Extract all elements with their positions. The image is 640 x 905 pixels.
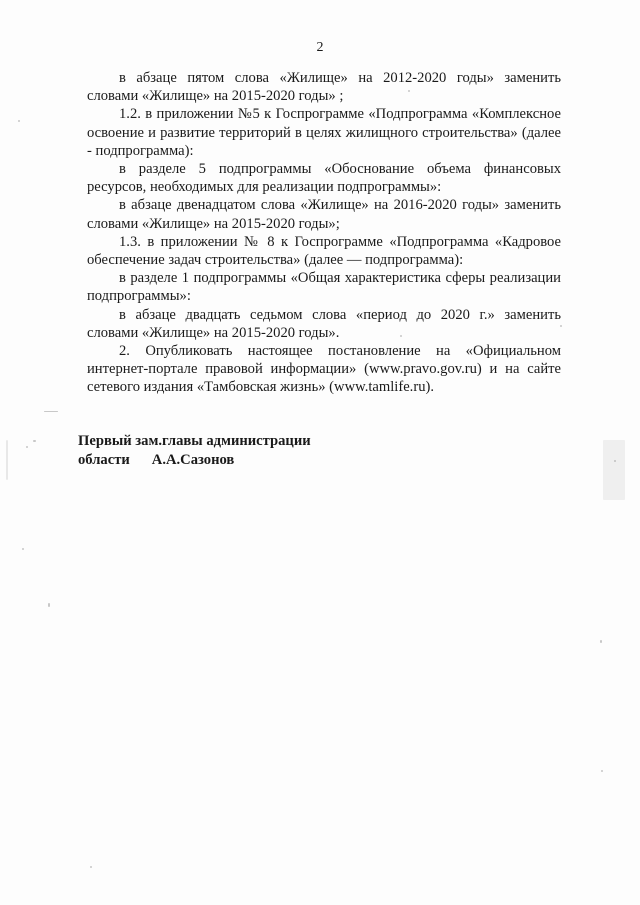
- scan-speckle: [48, 603, 50, 607]
- scan-speckle: [90, 866, 92, 868]
- scan-speckle: [600, 640, 602, 643]
- scan-speckle: [26, 446, 28, 448]
- scan-speckle: [408, 90, 410, 92]
- scan-speckle: [6, 440, 8, 480]
- paragraph: в абзаце пятом слова «Жилище» на 2012-2020 годы» заменить словами «Жилище» на 2015-2020 годы» ;: [87, 70, 561, 105]
- signatory-position-region: области: [78, 451, 130, 468]
- signatory-position: Первый зам.главы администрации: [78, 433, 311, 449]
- scan-speckle: [22, 548, 24, 550]
- scan-speckle: [614, 460, 616, 462]
- paragraph: в абзаце двадцать седьмом слова «период до 2020 г.» заменить словами «Жилище» на 2015-2020 годы».: [87, 306, 561, 341]
- signature-block: [78, 432, 398, 469]
- paragraph: в абзаце двенадцатом слова «Жилище» на 2016-2020 годы» заменить словами «Жилище» на 2015-2020 годы»;: [87, 197, 561, 232]
- signatory-name: А.А.Сазонов: [151, 451, 235, 468]
- paragraph: 2. Опубликовать настоящее постановление на «Официальном интернет-портале правовой информации» (www.pravo.gov.ru) и на сайте сетевого издания «Тамбовская жизнь» (www.tamlife.ru).: [87, 343, 561, 396]
- scan-speckle: [400, 335, 402, 337]
- paragraph: 1.3. в приложении № 8 к Госпрограмме «Подпрограмма «Кадровое обеспечение задач строительства» (далее — подпрограмма):: [87, 233, 561, 269]
- paragraph: в разделе 5 подпрограммы «Обоснование объема финансовых ресурсов, необходимых для реализации подпрограммы»:: [87, 161, 561, 196]
- scan-speckle: [601, 770, 603, 772]
- signatory-line: [78, 451, 398, 470]
- paragraph: в разделе 1 подпрограммы «Общая характеристика сферы реализации подпрограммы»:: [87, 270, 561, 305]
- scan-speckle: [44, 411, 58, 412]
- page-number: 2: [316, 40, 324, 55]
- scan-speckle: [603, 440, 625, 500]
- document-body: [87, 69, 561, 397]
- scan-speckle: [18, 120, 20, 122]
- scan-speckle: [33, 440, 36, 442]
- paragraph: 1.2. в приложении №5 к Госпрограмме «Подпрограмма «Комплексное освоение и развитие территорий в целях жилищного строительства» (далее - подпрограмма):: [87, 106, 561, 159]
- scan-speckle: [560, 325, 562, 327]
